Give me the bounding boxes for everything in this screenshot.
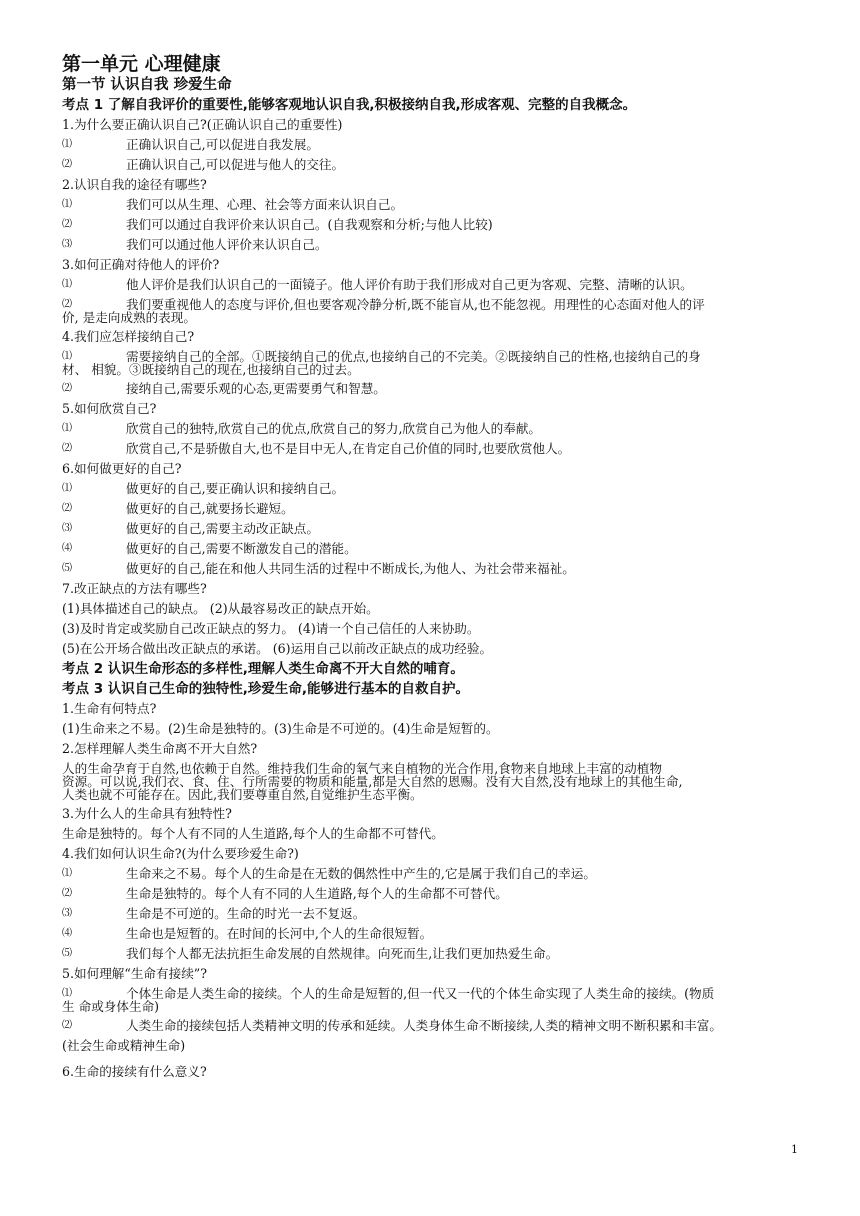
question-1: 1.为什么要正确认识自己?(正确认识自己的重要性) [62, 117, 343, 132]
list-item: ⑵ 我们要重视他人的态度与评价,但也要客观冷静分析,既不能盲从,也不能忽视。用理性的心态面对他人的评 价, 是走向成熟的表现。 [62, 297, 705, 325]
list-item: ⑵ 正确认识自己,可以促进与他人的交往。 [62, 157, 345, 172]
list-item: ⑵ 欣赏自己,不是骄傲自大,也不是目中无人,在肯定自己价值的同时,也要欣赏他人。 [62, 441, 571, 456]
question-7: 7.改正缺点的方法有哪些? [62, 581, 207, 596]
question-3: 3.如何正确对待他人的评价? [62, 257, 220, 272]
method-line: (1)具体描述自己的缺点。 (2)从最容易改正的缺点开始。 [62, 601, 379, 616]
list-item: ⑸ 我们每个人都无法抗拒生命发展的自然规律。向死而生,让我们更加热爱生命。 [62, 946, 559, 961]
list-item: ⑵ 我们可以通过自我评价来认识自己。(自我观察和分析;与他人比较) [62, 217, 493, 232]
life-question-6: 6.生命的接续有什么意义? [62, 1064, 207, 1079]
list-item: ⑷ 做更好的自己,需要不断激发自己的潜能。 [62, 541, 357, 556]
life-question-3: 3.为什么人的生命具有独特性? [62, 806, 232, 821]
list-item: ⑴ 正确认识自己,可以促进自我发展。 [62, 137, 319, 152]
document-page [62, 52, 802, 1082]
list-item: ⑴ 做更好的自己,要正确认识和接纳自己。 [62, 481, 345, 496]
question-5: 5.如何欣赏自己? [62, 401, 157, 416]
answer-line: 生命是独特的。每个人有不同的人生道路,每个人的生命都不可替代。 [62, 826, 444, 841]
list-item: ⑴ 需要接纳自己的全部。①既接纳自己的优点,也接纳自己的不完美。②既接纳自己的性格,也接纳自己的身 材、 相貌。③既接纳自己的现在,也接纳自己的过去。 [62, 349, 701, 377]
question-6: 6.如何做更好的自己? [62, 461, 182, 476]
unit-title: 第一单元 心理健康 [62, 53, 221, 75]
section-title: 第一节 认识自我 珍爱生命 [62, 77, 232, 93]
list-item: ⑴ 我们可以从生理、心理、社会等方面来认识自己。 [62, 197, 404, 212]
list-item: ⑴ 个体生命是人类生命的接续。个人的生命是短暂的,但一代又一代的个体生命实现了人类生命的接续。(物质 生 命或身体生命) [62, 986, 715, 1014]
list-item: ⑴ 欣赏自己的独特,欣赏自己的优点,欣赏自己的努力,欣赏自己为他人的奉献。 [62, 421, 542, 436]
list-item: ⑵ 做更好的自己,就要扬长避短。 [62, 501, 294, 516]
list-item: ⑸ 做更好的自己,能在和他人共同生活的过程中不断成长,为他人、为社会带来福祉。 [62, 561, 575, 576]
list-item: ⑴ 生命来之不易。每个人的生命是在无数的偶然性中产生的,它是属于我们自己的幸运。 [62, 866, 596, 881]
list-item: ⑷ 生命也是短暂的。在时间的长河中,个人的生命很短暂。 [62, 926, 433, 941]
list-item: ⑵ 接纳自己,需要乐观的心态,更需要勇气和智慧。 [62, 381, 386, 396]
kaodian-3: 考点 3 认识自己生命的独特性,珍爱生命,能够进行基本的自救自护。 [62, 681, 470, 697]
question-2: 2.认识自我的途径有哪些? [62, 177, 207, 192]
answer-line: (1)生命来之不易。(2)生命是独特的。(3)生命是不可逆的。(4)生命是短暂的。 [62, 721, 499, 736]
life-question-4: 4.我们如何认识生命?(为什么要珍爱生命?) [62, 846, 299, 861]
life-question-5: 5.如何理解“生命有接续”? [62, 966, 207, 981]
kaodian-2: 考点 2 认识生命形态的多样性,理解人类生命离不开大自然的哺育。 [62, 661, 464, 677]
question-4: 4.我们应怎样接纳自己? [62, 329, 195, 344]
list-item: ⑶ 生命是不可逆的。生命的时光一去不复返。 [62, 906, 366, 921]
method-line: (3)及时肯定或奖励自己改正缺点的努力。 (4)请一个自己信任的人来协助。 [62, 621, 480, 636]
page-number: 1 [791, 1143, 798, 1156]
life-question-2: 2.怎样理解人类生命离不开大自然? [62, 741, 258, 756]
list-item: ⑶ 我们可以通过他人评价来认识自己。 [62, 237, 328, 252]
life-question-1: 1.生命有何特点? [62, 701, 157, 716]
list-item: ⑵ 人类生命的接续包括人类精神文明的传承和延续。人类身体生命不断接续,人类的精神文明不断积累和丰富。 [62, 1018, 722, 1033]
answer-line: (社会生命或精神生命) [62, 1038, 186, 1053]
answer-paragraph: 人的生命孕育于自然,也依赖于自然。维持我们生命的氧气来自植物的光合作用,食物来自地球上丰富的动植物 资源。可以说,我们衣、食、住、行所需要的物质和能量,都是大自然的恩赐。没有大自然,没有地球上的其他生命, 人类也就不可能存在。因此,我们要尊重自然,自觉维护生态平衡。 [62, 761, 683, 802]
method-line: (5)在公开场合做出改正缺点的承诺。 (6)运用自己以前改正缺点的成功经验。 [62, 641, 493, 656]
kaodian-1: 考点 1 了解自我评价的重要性,能够客观地认识自我,积极接纳自我,形成客观、完整的自我概念。 [62, 97, 637, 113]
list-item: ⑶ 做更好的自己,需要主动改正缺点。 [62, 521, 319, 536]
list-item: ⑴ 他人评价是我们认识自己的一面镜子。他人评价有助于我们形成对自己更为客观、完整、清晰的认识。 [62, 277, 693, 292]
list-item: ⑵ 生命是独特的。每个人有不同的人生道路,每个人的生命都不可替代。 [62, 886, 508, 901]
